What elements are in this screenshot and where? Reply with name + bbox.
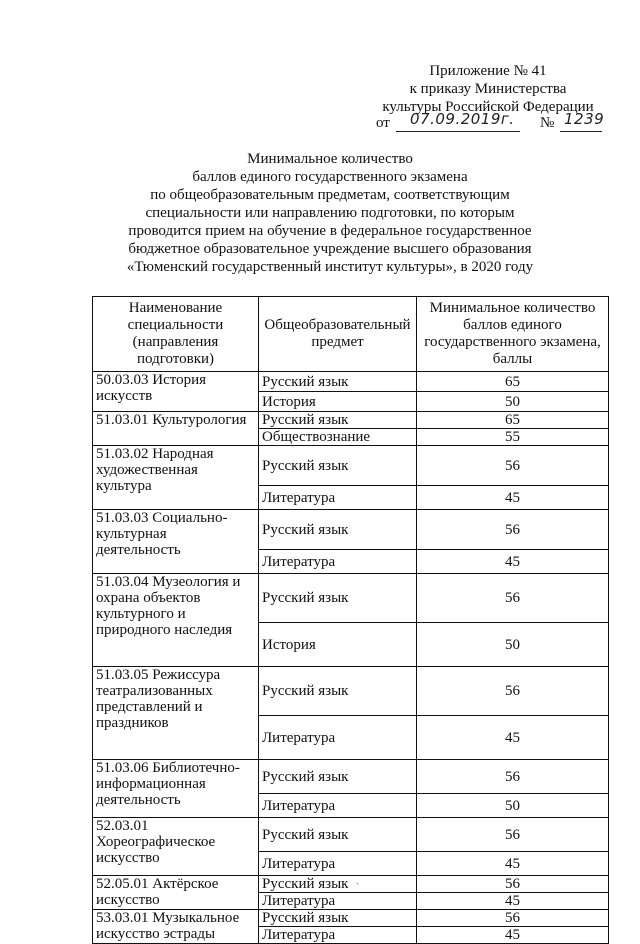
title-line: Минимальное количество: [247, 151, 413, 167]
specialty-cell: 51.03.01 Культурология: [93, 412, 259, 446]
specialty-cell: 51.03.03 Социально-культурная деятельность: [93, 510, 259, 574]
table-row: [93, 760, 609, 794]
subject-cell: Литература: [259, 893, 417, 910]
order-number-handwritten: 1239: [564, 110, 605, 128]
appendix-ministry: культуры Российской Федерации: [382, 99, 594, 115]
score-cell: 55: [417, 429, 609, 446]
subject-cell: Русский язык: [259, 876, 417, 893]
score-cell: 56: [417, 667, 609, 716]
table-row: [93, 574, 609, 623]
subject-cell: История: [259, 392, 417, 412]
title-line: по общеобразовательным предметам, соответствующим: [150, 187, 510, 203]
subject-cell: Литература: [259, 716, 417, 760]
score-cell: 56: [417, 760, 609, 794]
subject-cell: Литература: [259, 927, 417, 944]
score-cell: 45: [417, 852, 609, 876]
subject-cell: Обществознание: [259, 429, 417, 446]
order-date-number: [376, 110, 608, 134]
appendix-number: Приложение № 41: [429, 63, 547, 79]
table-row: [93, 667, 609, 716]
subject-cell: Русский язык: [259, 760, 417, 794]
score-cell: 45: [417, 550, 609, 574]
title-line: специальности или направлению подготовки, по которым: [145, 205, 515, 221]
subject-cell: Литература: [259, 852, 417, 876]
score-cell: 65: [417, 372, 609, 392]
score-cell: 56: [417, 510, 609, 550]
title-line: проводится прием на обучение в федеральное государственное: [128, 223, 532, 239]
specialty-cell: 52.03.01 Хореографическое искусство: [93, 818, 259, 876]
score-cell: 45: [417, 893, 609, 910]
subject-cell: Литература: [259, 794, 417, 818]
score-cell: 56: [417, 876, 609, 893]
table-row: [93, 876, 609, 893]
subject-cell: Русский язык: [259, 446, 417, 486]
subject-cell: Русский язык: [259, 667, 417, 716]
date-underline: [396, 131, 520, 132]
subject-cell: Литература: [259, 486, 417, 510]
scores-table: [92, 296, 609, 944]
score-cell: 45: [417, 716, 609, 760]
table-row: [93, 372, 609, 392]
appendix-header: [372, 62, 604, 116]
header-specialty: Наименование специальности (направления подготовки): [93, 297, 259, 372]
title-line: «Тюменский государственный институт культуры», в 2020 году: [126, 259, 534, 275]
score-cell: 56: [417, 910, 609, 927]
scan-mark: ˏ: [356, 874, 360, 885]
subject-cell: Русский язык: [259, 910, 417, 927]
header-score: Минимальное количество баллов единого государственного экзамена, баллы: [417, 297, 609, 372]
order-date-handwritten: 07.09.2019г.: [410, 110, 515, 128]
specialty-cell: 51.03.04 Музеология и охрана объектов культурного и природного наследия: [93, 574, 259, 667]
date-label: от: [376, 115, 390, 131]
score-cell: 50: [417, 623, 609, 667]
title-line: баллов единого государственного экзамена: [192, 169, 468, 185]
table-row: [93, 446, 609, 486]
score-cell: 56: [417, 818, 609, 852]
table-row: [93, 818, 609, 852]
title-line: бюджетное образовательное учреждение высшего образования: [128, 241, 532, 257]
document-title: [80, 150, 580, 276]
score-cell: 56: [417, 574, 609, 623]
subject-cell: История: [259, 623, 417, 667]
appendix-order-ref: к приказу Министерства: [409, 81, 567, 97]
specialty-cell: 51.03.06 Библиотечно-информационная деятельность: [93, 760, 259, 818]
specialty-cell: 51.03.02 Народная художественная культура: [93, 446, 259, 510]
subject-cell: Русский язык: [259, 818, 417, 852]
score-cell: 45: [417, 486, 609, 510]
subject-cell: Литература: [259, 550, 417, 574]
score-cell: 45: [417, 927, 609, 944]
header-subject: Общеобразовательный предмет: [259, 297, 417, 372]
number-underline: [560, 131, 602, 132]
score-cell: 50: [417, 392, 609, 412]
subject-cell: Русский язык: [259, 510, 417, 550]
score-cell: 56: [417, 446, 609, 486]
table-row: [93, 910, 609, 927]
table-row: [93, 412, 609, 429]
specialty-cell: 52.05.01 Актёрское искусство: [93, 876, 259, 910]
specialty-cell: 53.03.01 Музыкальное искусство эстрады: [93, 910, 259, 944]
score-cell: 50: [417, 794, 609, 818]
table-header-row: [93, 297, 609, 372]
subject-cell: Русский язык: [259, 574, 417, 623]
score-cell: 65: [417, 412, 609, 429]
subject-cell: Русский язык: [259, 372, 417, 392]
specialty-cell: 51.03.05 Режиссура театрализованных представлений и праздников: [93, 667, 259, 760]
subject-cell: Русский язык: [259, 412, 417, 429]
table-row: [93, 510, 609, 550]
specialty-cell: 50.03.03 История искусств: [93, 372, 259, 412]
number-label: №: [540, 115, 555, 131]
